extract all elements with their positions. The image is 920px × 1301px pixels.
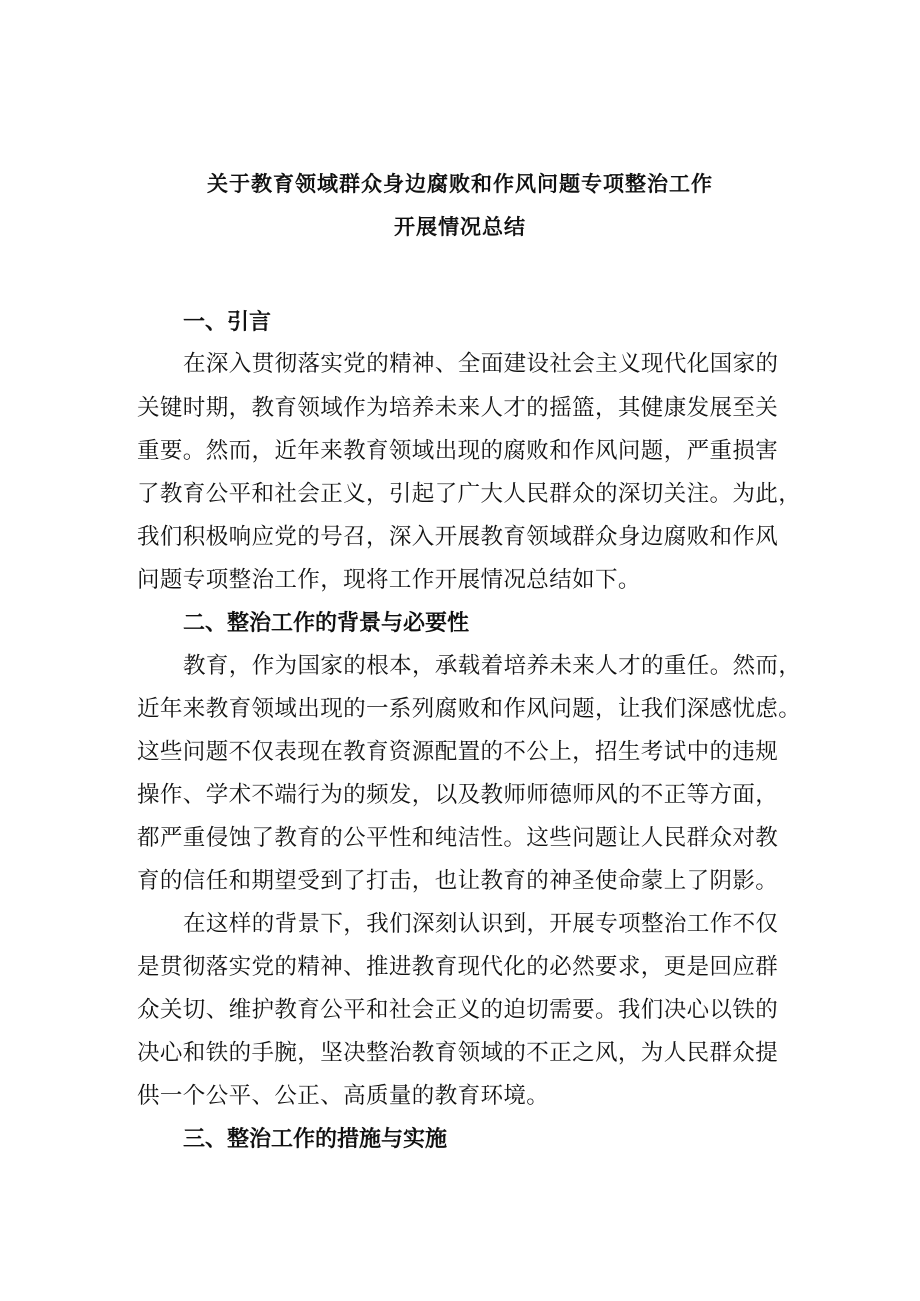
paragraph-line: 重要。然而，近年来教育领域出现的腐败和作风问题，严重损害 xyxy=(137,438,779,464)
paragraph-line: 是贯彻落实党的精神、推进教育现代化的必然要求，更是回应群 xyxy=(137,954,779,980)
paragraph-line: 教育，作为国家的根本，承载着培养未来人才的重任。然而， xyxy=(183,653,802,679)
paragraph-line: 众关切、维护教育公平和社会正义的迫切需要。我们决心以铁的 xyxy=(137,997,779,1023)
document-title-line-1: 关于教育领域群众身边腐败和作风问题专项整治工作 xyxy=(207,172,713,196)
paragraph-line: 我们积极响应党的号召，深入开展教育领域群众身边腐败和作风 xyxy=(137,524,779,550)
paragraph-line: 供一个公平、公正、高质量的教育环境。 xyxy=(137,1083,550,1109)
paragraph-line: 操作、学术不端行为的频发，以及教师师德师风的不正等方面， xyxy=(137,782,779,808)
paragraph-line: 都严重侵蚀了教育的公平性和纯洁性。这些问题让人民群众对教 xyxy=(137,825,779,851)
paragraph-line: 在深入贯彻落实党的精神、全面建设社会主义现代化国家的 xyxy=(183,351,779,377)
paragraph-line: 近年来教育领域出现的一系列腐败和作风问题，让我们深感忧虑。 xyxy=(137,696,802,722)
section-heading-measures: 三、整治工作的措施与实施 xyxy=(183,1127,448,1152)
section-heading-background: 二、整治工作的背景与必要性 xyxy=(183,611,470,636)
paragraph-line: 决心和铁的手腕，坚决整治教育领域的不正之风，为人民群众提 xyxy=(137,1040,779,1066)
paragraph-line: 关键时期，教育领域作为培养未来人才的摇篮，其健康发展至关 xyxy=(137,395,779,421)
paragraph-line: 育的信任和期望受到了打击，也让教育的神圣使命蒙上了阴影。 xyxy=(137,868,779,894)
document-title-line-2: 开展情况总结 xyxy=(394,215,526,239)
section-heading-intro: 一、引言 xyxy=(183,310,272,335)
paragraph-line: 了教育公平和社会正义，引起了广大人民群众的深切关注。为此， xyxy=(137,481,802,507)
paragraph-line: 问题专项整治工作，现将工作开展情况总结如下。 xyxy=(137,567,641,593)
paragraph-line: 在这样的背景下，我们深刻认识到，开展专项整治工作不仅 xyxy=(183,911,779,937)
paragraph-line: 这些问题不仅表现在教育资源配置的不公上，招生考试中的违规 xyxy=(137,739,779,765)
